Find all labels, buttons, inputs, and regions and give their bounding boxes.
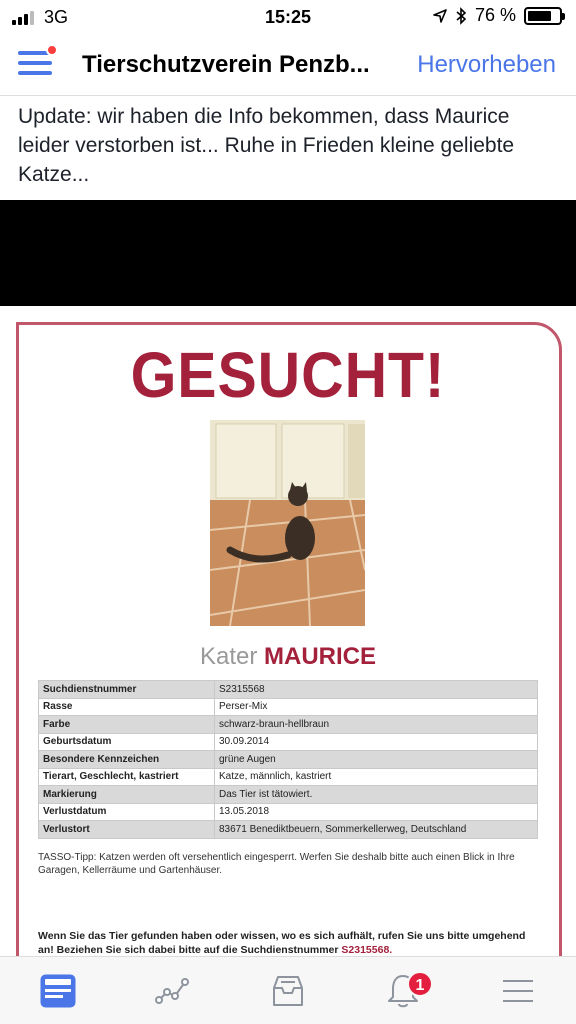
bottom-tab-bar <box>0 956 576 1024</box>
more-menu-icon <box>501 977 535 1005</box>
info-value: 30.09.2014 <box>215 733 538 751</box>
info-value: Katze, männlich, kastriert <box>215 768 538 786</box>
hamburger-menu-icon[interactable] <box>18 48 54 78</box>
contact-note <box>38 929 538 956</box>
post-text: Update: wir haben die Info bekommen, dass Maurice leider verstorben ist... Ruhe in Frieden kleine geliebte Katze... <box>18 105 515 186</box>
app-header <box>0 34 576 96</box>
info-value: Das Tier ist tätowiert. <box>215 786 538 804</box>
status-time: 15:25 <box>264 7 312 27</box>
poster-headline: GESUCHT! <box>130 339 446 411</box>
info-row <box>39 751 538 769</box>
carrier-label: 3G <box>44 7 69 27</box>
info-value: Perser-Mix <box>215 698 538 716</box>
info-value: grüne Augen <box>215 751 538 769</box>
info-row <box>39 698 538 716</box>
notification-dot <box>46 44 58 56</box>
info-value: 83671 Benediktbeuern, Sommerkellerweg, Deutschland <box>215 821 538 839</box>
info-label: Tierart, Geschlecht, kastriert <box>39 768 215 786</box>
info-value: S2315568 <box>215 681 538 699</box>
media-letterbox <box>0 200 576 306</box>
highlight-button[interactable]: Hervorheben <box>417 51 556 78</box>
post-image[interactable] <box>0 306 576 956</box>
notification-badge: 1 <box>407 971 433 997</box>
info-label: Verlustdatum <box>39 803 215 821</box>
info-label: Verlustort <box>39 821 215 839</box>
info-label: Besondere Kennzeichen <box>39 751 215 769</box>
info-row <box>39 768 538 786</box>
tab-notifications[interactable] <box>345 957 460 1024</box>
tab-insights[interactable] <box>115 957 230 1024</box>
info-row <box>39 733 538 751</box>
info-row <box>39 803 538 821</box>
tasso-tip: TASSO-Tipp: Katzen werden oft versehentlich eingesperrt. Werfen Sie deshalb bitte auch einen Blick in Ihre Garagen, Kellerräume und Gartenhäuser. <box>38 852 515 876</box>
tab-inbox[interactable] <box>230 957 345 1024</box>
tab-more[interactable] <box>460 957 575 1024</box>
info-row <box>39 716 538 734</box>
bluetooth-icon <box>455 7 467 25</box>
info-label: Farbe <box>39 716 215 734</box>
battery-percent: 76 % <box>474 5 516 25</box>
cat-photo <box>210 420 365 626</box>
info-row <box>39 681 538 699</box>
info-label: Markierung <box>39 786 215 804</box>
inbox-icon <box>270 974 306 1008</box>
info-value: 13.05.2018 <box>215 803 538 821</box>
info-row <box>39 821 538 839</box>
news-feed-icon <box>40 974 76 1008</box>
search-number: S2315568. <box>341 944 393 956</box>
info-label: Geburtsdatum <box>39 733 215 751</box>
cat-name: MAURICE <box>264 643 377 670</box>
cat-info-table <box>38 680 538 839</box>
location-arrow-icon <box>433 9 447 23</box>
info-label: Suchdienstnummer <box>39 681 215 699</box>
status-right <box>433 5 562 26</box>
cat-name-prefix: Kater <box>199 643 258 670</box>
tab-news-feed[interactable] <box>0 957 115 1024</box>
insights-icon <box>155 976 191 1006</box>
status-bar <box>0 0 576 34</box>
info-row <box>39 786 538 804</box>
poster-cat-name <box>0 643 576 671</box>
battery-icon <box>524 7 562 25</box>
info-value: schwarz-braun-hellbraun <box>215 716 538 734</box>
page-title: Tierschutzverein Penzb... <box>82 51 370 78</box>
info-label: Rasse <box>39 698 215 716</box>
contact-note-text: Wenn Sie das Tier gefunden haben oder wissen, wo es sich aufhält, rufen Sie uns bitte umgehend an! Beziehen Sie sich dabei bitte auf die Suchdienstnummer <box>38 930 526 956</box>
